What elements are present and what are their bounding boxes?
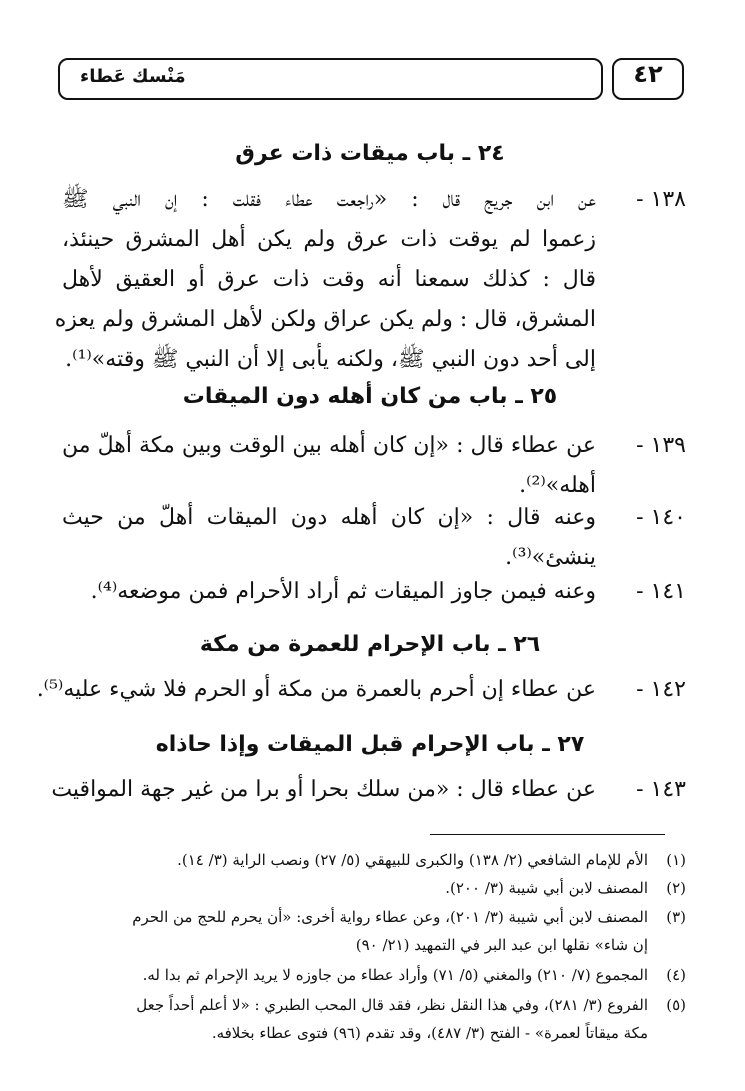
text-line: زعموا لم يوقت ذات عرق ولم يكن أهل المشرق حينئذ، <box>62 227 596 252</box>
section-heading: ٢٦ ـ باب الإحرام للعمرة من مكة <box>199 632 541 657</box>
entry-text <box>54 180 596 380</box>
section-heading: ٢٥ ـ باب من كان أهله دون الميقات <box>182 384 558 409</box>
entry-number: ١٣٨ - <box>636 187 686 212</box>
footnote-text: إن شاء» نقلها ابن عبد البر في التمهيد (٢١/ ٩٠) <box>355 936 648 954</box>
footnote-number: (٤) <box>666 966 686 984</box>
text-line: عن ابن جريج قال : «راجعت عطاء فقلت : إن النبي ﷺ <box>62 187 596 212</box>
text-line: ينشئ»⁽³⁾. <box>505 545 596 570</box>
page-number: ٤٢ <box>633 60 663 88</box>
text-entry <box>62 572 686 632</box>
text-entry <box>36 670 686 730</box>
footnote-number: (١) <box>666 851 686 869</box>
entry-text <box>62 498 596 578</box>
section-heading: ٢٤ ـ باب ميقات ذات عرق <box>235 141 505 166</box>
text-entry <box>54 180 686 372</box>
entry-number: ١٤١ - <box>636 579 686 604</box>
footnote-separator <box>430 834 665 835</box>
footnote <box>62 961 686 989</box>
text-line: عن عطاء قال : «إن كان أهله بين الوقت وبين مكة أهلّ من <box>62 433 596 458</box>
text-line: وعنه قال : «إن كان أهله دون الميقات أهلّ من حيث <box>62 505 596 530</box>
footnote-text: الفروع (٣/ ٢٨١)، وفي هذا النقل نظر، فقد قال المحب الطبري : «لا أعلم أحداً جعل <box>136 996 648 1014</box>
entry-number: ١٤٣ - <box>636 777 686 802</box>
entry-number: ١٣٩ - <box>636 433 686 458</box>
entry-number: ١٤٠ - <box>636 505 686 530</box>
footnote-text: الأم للإمام الشافعي (٢/ ١٣٨) والكبرى للبيهقي (٥/ ٢٧) ونصب الراية (٣/ ١٤). <box>177 851 648 869</box>
text-line: عن عطاء قال : «من سلك بحرا أو برا من غير جهة المواقيت <box>51 777 596 802</box>
footnote <box>62 846 686 874</box>
footnote-number: (٥) <box>666 996 686 1014</box>
footnote-number: (٣) <box>666 908 686 926</box>
footnote-number: (٢) <box>666 879 686 897</box>
footnote-text: مكة ميقاتاً لعمرة» - الفتح (٣/ ٤٨٧)، وقد تقدم (٩٦) فتوى عطاء بخلافه. <box>211 1024 648 1042</box>
entry-text <box>62 426 596 506</box>
footnote-text: المصنف لابن أبي شيبة (٣/ ٢٠٠). <box>445 879 648 897</box>
entry-text <box>36 670 596 710</box>
entry-text <box>51 770 596 810</box>
footnote <box>62 903 686 959</box>
text-line: عن عطاء إن أحرم بالعمرة من مكة أو الحرم فلا شيء عليه⁽⁵⁾. <box>36 677 596 702</box>
text-entry <box>62 426 686 498</box>
text-entry <box>62 498 686 570</box>
text-line: إلى أحد دون النبي ﷺ، ولكنه يأبى إلا أن النبي ﷺ وقته»⁽¹⁾. <box>65 347 596 372</box>
text-line: المشرق، قال : ولم يكن عراق ولكن لأهل المشرق ولم يعزه <box>54 307 596 332</box>
footnote <box>62 991 686 1047</box>
text-entry <box>51 770 686 830</box>
footnote-text: المصنف لابن أبي شيبة (٣/ ٢٠١)، وعن عطاء رواية أخرى: «أن يحرم للحج من الحرم <box>132 908 648 926</box>
footnote <box>62 874 686 902</box>
section-heading: ٢٧ ـ باب الإحرام قبل الميقات وإذا حاذاه <box>155 732 585 757</box>
entry-number: ١٤٢ - <box>636 677 686 702</box>
text-line: وعنه فيمن جاوز الميقات ثم أراد الأحرام فمن موضعه⁽⁴⁾. <box>90 579 596 604</box>
running-header-title: مَنْسك عَطاء <box>80 66 186 87</box>
text-line: أهله»⁽²⁾. <box>519 473 596 498</box>
text-line: قال : كذلك سمعنا أنه وقت ذات عرق أو العقيق لأهل <box>62 267 596 292</box>
footnote-text: المجموع (٧/ ٢١٠) والمغني (٥/ ٧١) وأراد عطاء من جاوزه لا يريد الإحرام ثم بدا له. <box>142 966 648 984</box>
entry-text <box>62 572 596 612</box>
